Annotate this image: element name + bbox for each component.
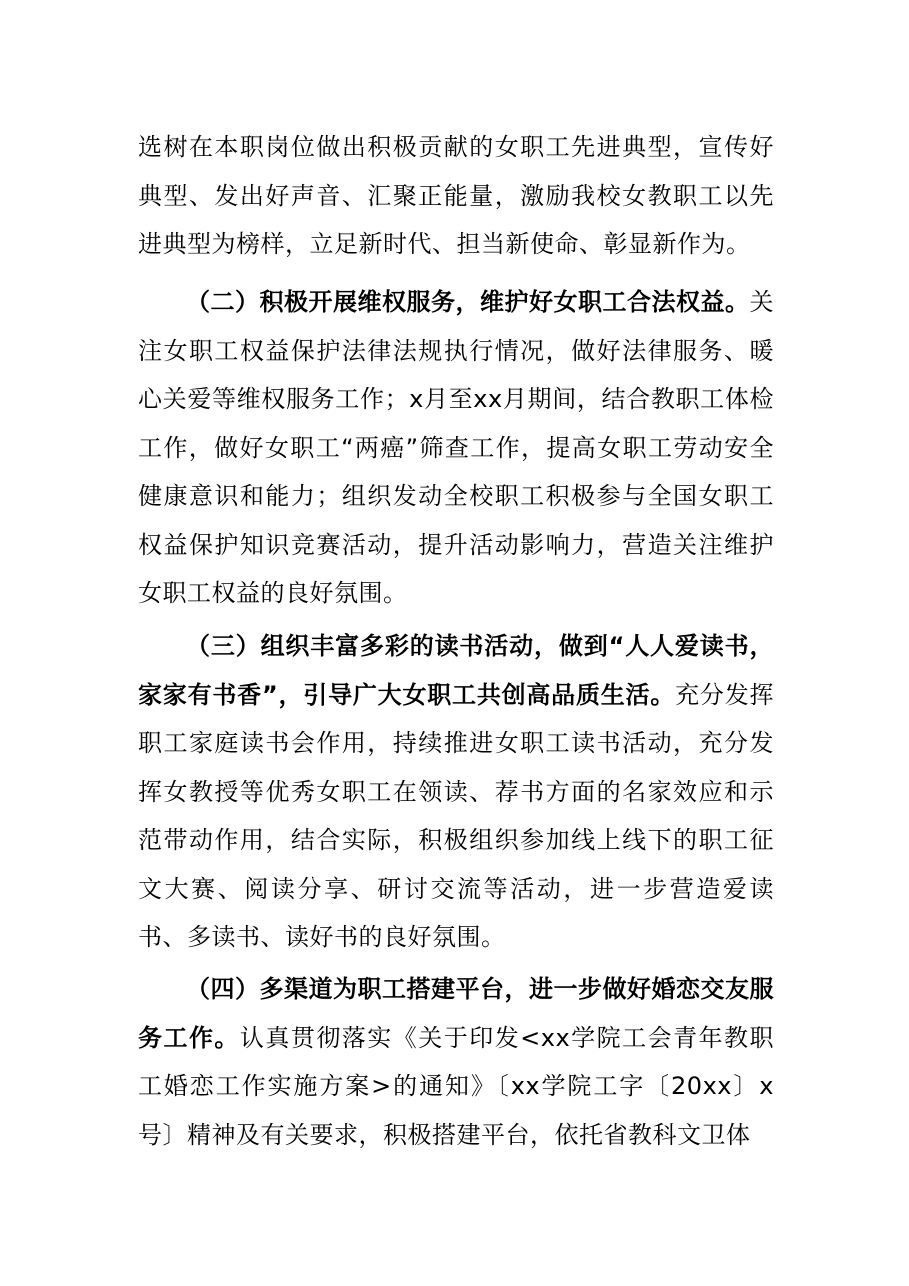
paragraph-body-3: 充分发挥职工家庭读书会作用，持续推进女职工读书活动，充分发挥女教授等优秀女职工在领读、荐书方面的名家效应和示范带动作用，结合实际，积极组织参加线上线下的职工征文大赛、阅读分享、研讨交流等活动，进一步营造爱读书、多读书、读好书的良好氛围。: [138, 680, 774, 951]
paragraph-dating-service: [138, 965, 774, 1159]
paragraph-body-4: 认真贯彻落实《关于印发<xx学院工会青年教职工婚恋工作实施方案>的通知》〔xx学院工字〔20xx〕x号〕精神及有关要求，积极搭建平台，依托省教科文卫体: [138, 1023, 775, 1149]
section-heading-2: （二）积极开展维权服务，维护好女职工合法权益。: [186, 288, 750, 316]
paragraph-continuation: [138, 123, 774, 269]
paragraph-reading-activities: [138, 622, 774, 962]
paragraph-body-2: 关注女职工权益保护法律法规执行情况，做好法律服务、暖心关爱等维权服务工作；x月至xx月期间，结合教职工体检工作，做好女职工“两癌”筛查工作，提高女职工劳动安全健康意识和能力；组织发动全校职工积极参与全国女职工权益保护知识竞赛活动，提升活动影响力，营造关注维护女职工权益的良好氛围。: [138, 288, 774, 607]
section-heading-4: （四）多渠道为职工搭建平台，进一步做好婚恋交友服务工作。: [138, 975, 774, 1052]
section-heading-3: （三）组织丰富多彩的读书活动，做到“人人爱读书，家家有书香”，引导广大女职工共创高品质生活。: [138, 632, 774, 709]
paragraph-text: 选树在本职岗位做出积极贡献的女职工先进典型，宣传好典型、发出好声音、汇聚正能量，激励我校女教职工以先进典型为榜样，立足新时代、担当新使命、彰显新作为。: [138, 133, 774, 258]
paragraph-rights-service: [138, 278, 774, 618]
